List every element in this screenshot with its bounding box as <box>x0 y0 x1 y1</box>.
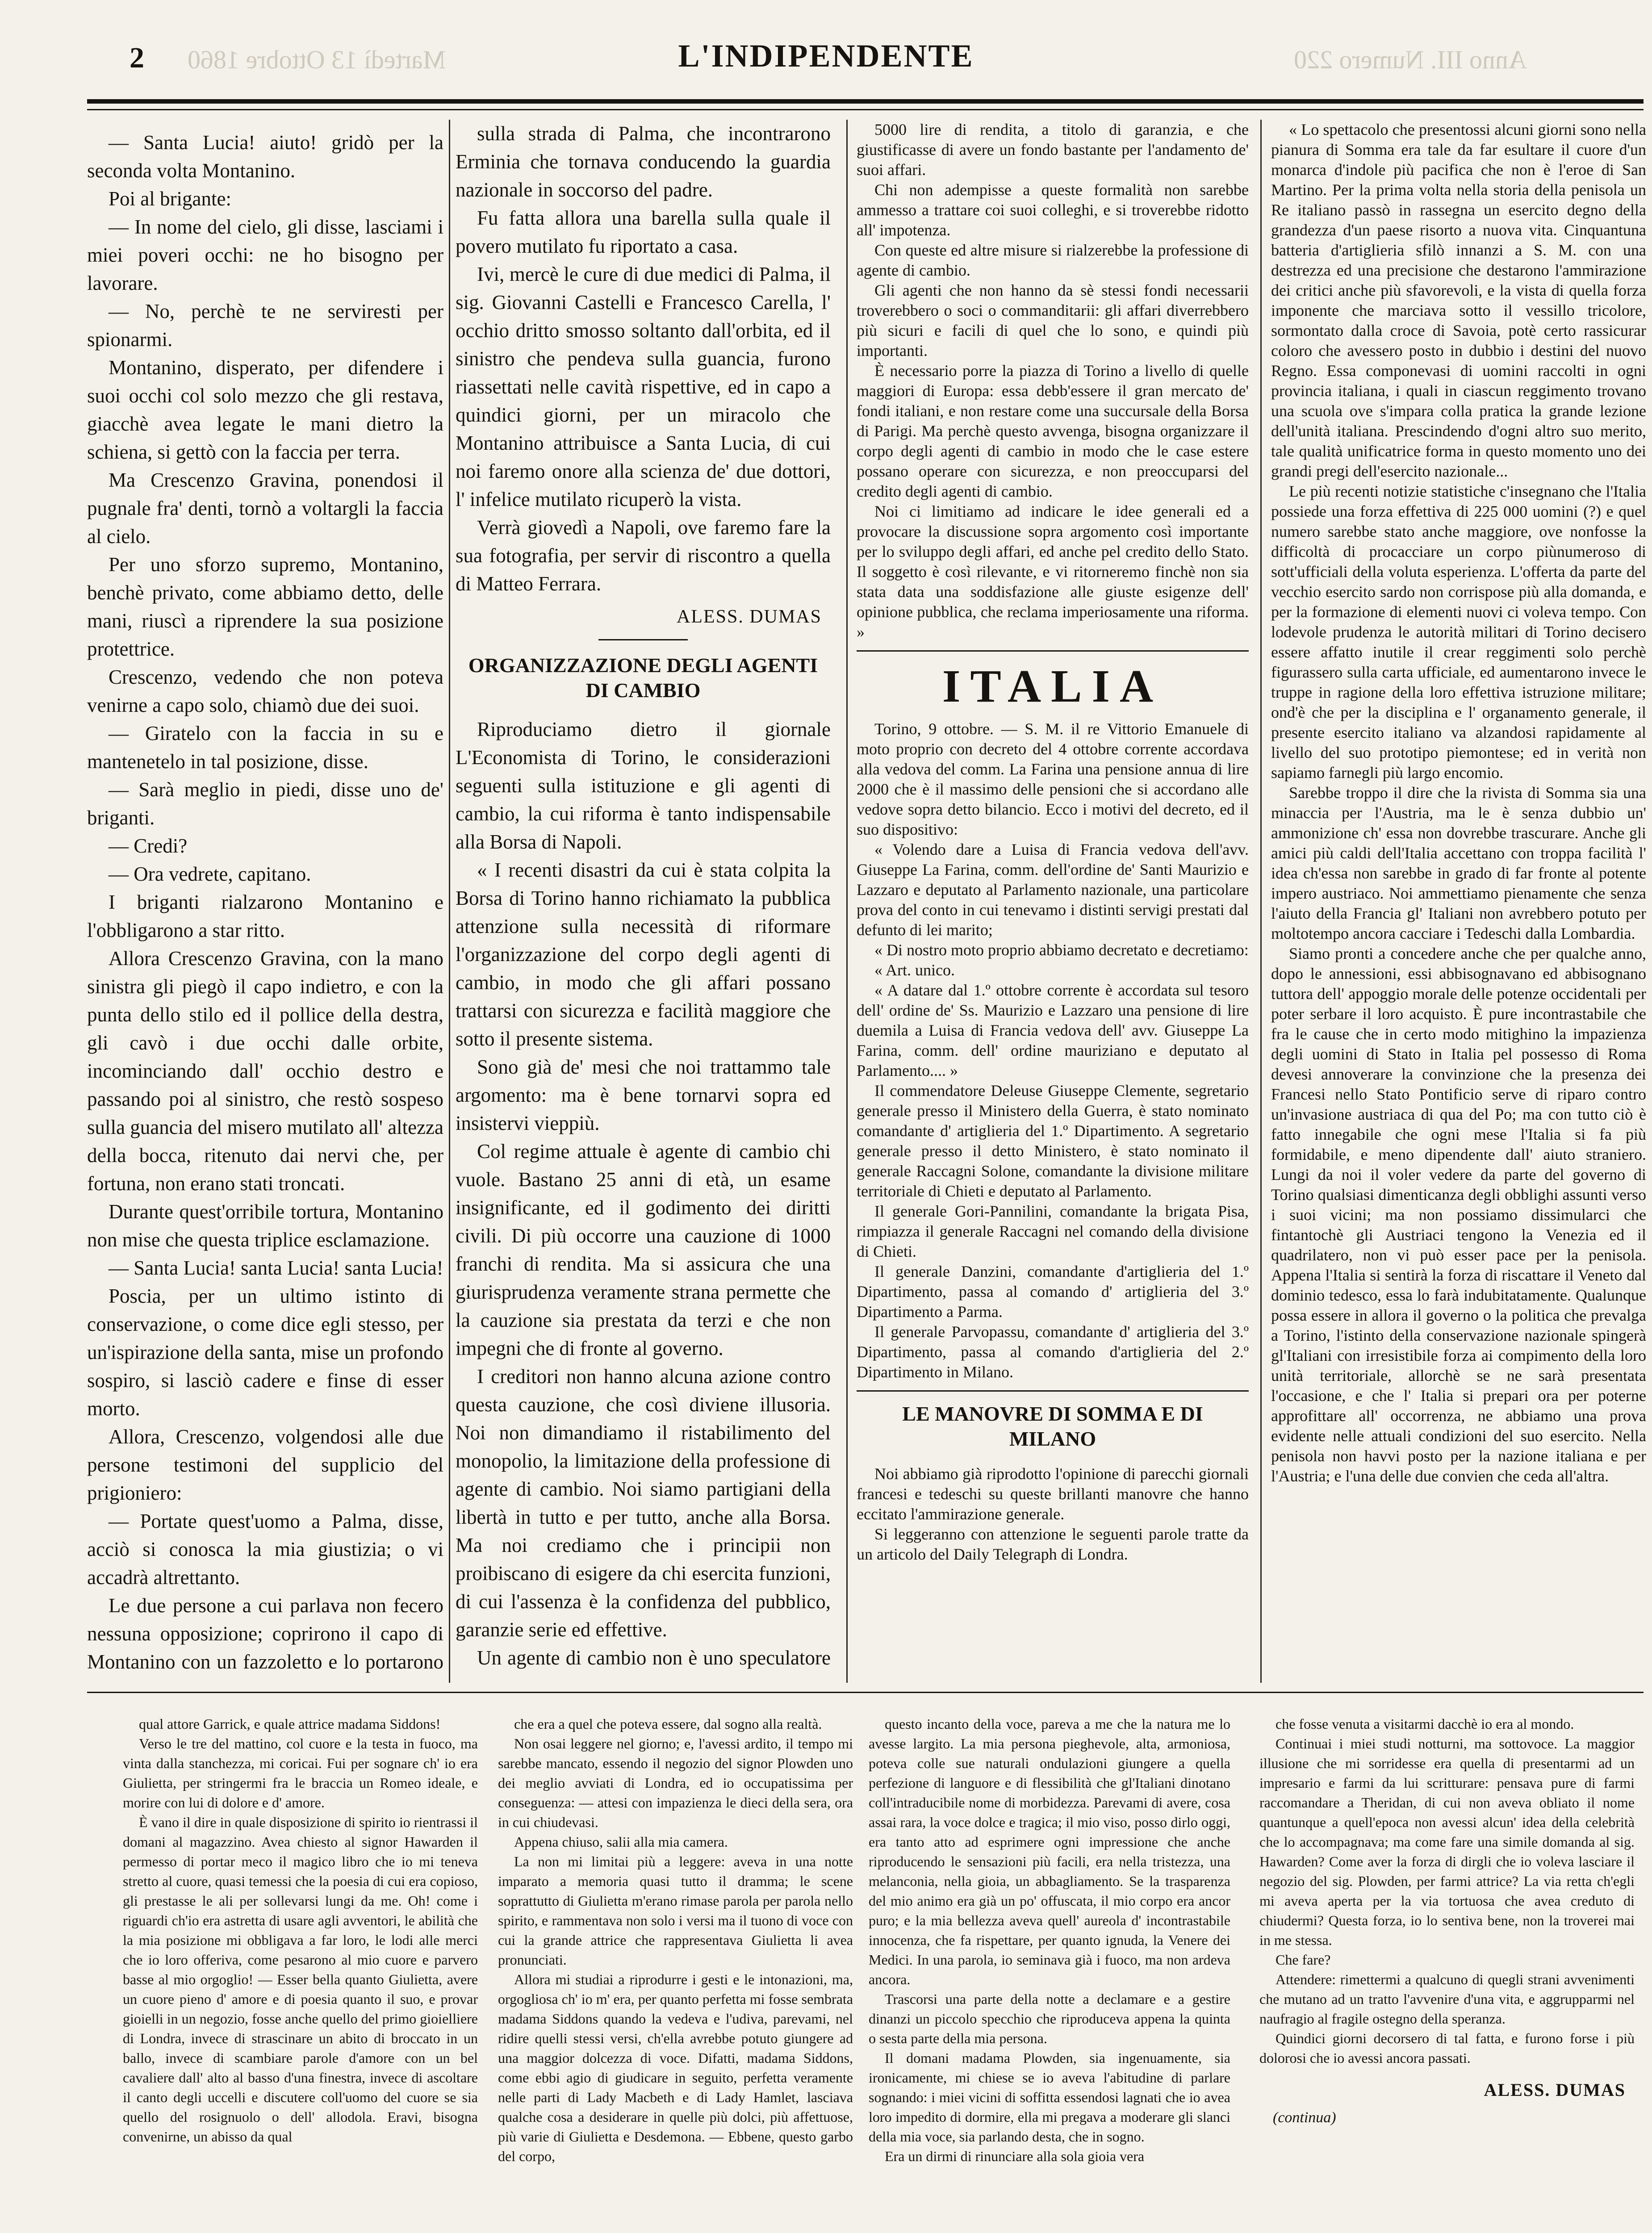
paragraph: Appena chiuso, salii alla mia camera. <box>514 1834 728 1850</box>
feuilleton-divider <box>87 1692 1644 1693</box>
paragraph: Attendere: rimettermi a qualcuno di quegli strani avvenimenti che mutano ad un tratto l'avvenire d'una vita, e aggrupparmi nel naufragio al fragile ostegno della speranza. <box>1259 1971 1635 2027</box>
bleed-through-date: Martedì 13 Ottobre 1860 <box>188 45 446 74</box>
paragraph: « Di nostro moto proprio abbiamo decretato e decretiamo: <box>874 941 1249 959</box>
paragraph: Quindici giorni decorsero di tal fatta, e furono forse i più dolorosi che io avessi ancora passati. <box>1259 2030 1635 2066</box>
paragraph: « Art. unico. <box>874 961 955 979</box>
paragraph: — Ora vedrete, capitano. <box>109 863 311 885</box>
paragraph: Le due persone a cui parlava non fecero nessuna opposizione; coprirono il capo di Montanino con un fazzoletto e lo portarono <box>87 1594 443 1673</box>
paragraph: Gli agenti che non hanno da sè stessi fondi necessarii troverebbero o soci o commanditarii: gli affari diverrebbero più sicuri e facili di quel che lo sono, e quindi più importanti. <box>857 281 1249 360</box>
section-rule <box>857 650 1249 652</box>
manovre-body <box>857 1464 1249 1564</box>
paragraph: I briganti rialzarono Montanino e l'obbligarono a star ritto. <box>87 891 443 941</box>
section-rule <box>857 1390 1249 1392</box>
paragraph: Ma Crescenzo Gravina, ponendosi il pugnale fra' denti, tornò a voltargli la faccia al cielo. <box>87 469 443 548</box>
paragraph: — In nome del cielo, gli disse, lasciami i miei poveri occhi: ne ho bisogno per lavorare. <box>87 216 443 294</box>
feuilleton-continua: (continua) <box>1273 2109 1336 2126</box>
article-heading-manovre: LE MANOVRE DI SOMMA E DI MILANO <box>902 1402 1203 1450</box>
paragraph: Fu fatta allora una barella sulla quale il povero mutilato fu riportato a casa. <box>456 207 831 257</box>
feuilleton-col1-text <box>123 1714 478 2146</box>
feuilleton-column-2 <box>498 1714 853 2233</box>
column-4 <box>1271 120 1646 1675</box>
paragraph: — No, perchè te ne serviresti per spionarmi. <box>87 300 443 351</box>
paragraph: Siamo pronti a concedere anche che per qualche anno, dopo le annessioni, essi abbisognavano ed abbisognano tuttora dell' appoggio morale delle potenze occidentali per poter serbare il loro acquisto. È pure incontrastabile che fra le cause che in certo modo mitighino la impazienza degli uomini di Stato in Italia pel possesso di Roma devesi annoverare la convinzione che la presenza dei Francesi nello Stato Pontificio serve di riparo contro un'invasione austriaca di qua del Po; ma con tutto ciò è fatto innegabile che ogni mese l'Italia si fa più formidabile, e meno dipendente dall' aiuto straniero. Lungi da noi il voler vedere da parte del governo di Torino qualsiasi dimenticanza degli obblighi assunti verso i suoi vicini; ma non possiamo dissimularci che fintantochè gli Austriaci tengono la Venezia ed il quadrilatero, non vi può esser pace per la penisola. Appena l'Italia si sentirà la forza di riscattare il Veneto dal dominio tedesco, essa lo farà indubitatamente. Qualunque possa essere in allora il governo o la politica che prevalga a Torino, l'istinto della conservazione nazionale spingerà gl'Italiani con irresistibile forza ai compimento della loro unità territoriale, allorchè se ne sarà presentata l'occasione, e che l' Italia si prepari ora per poterne approfittare all' occorrenza, ne abbiamo una prova evidente nelle attuali condizioni del suo esercito. Nella penisola non havvi posto per la nazione italiana e per l'Austria; e l'una delle due convien che ceda all'altra. <box>1271 945 1646 1485</box>
masthead-title: L'INDIPENDENTE <box>678 38 974 74</box>
page-number: 2 <box>130 42 144 74</box>
article-agenti-continued <box>857 120 1249 642</box>
paragraph: Allora, Crescenzo, volgendosi alle due persone testimoni del supplicio del prigioniero: <box>87 1426 443 1504</box>
paragraph: Il generale Gori-Pannilini, comandante la brigata Pisa, rimpiazza il generale Raccagni nel comando della divisione di Chieti. <box>857 1202 1249 1260</box>
paragraph: Verrà giovedì a Napoli, ove faremo fare la sua fotografia, per servir di riscontro a quella di Matteo Ferrara. <box>456 516 831 595</box>
paragraph: Era un dirmi di rinunciare alla sola gioia vera <box>885 2148 1145 2164</box>
paragraph: Riproduciamo dietro il giornale L'Economista di Torino, le considerazioni seguenti sulla istituzione e gli agenti di cambio, la cui riforma è tanto indispensabile alla Borsa di Napoli. <box>456 718 831 853</box>
article-heading-agenti: ORGANIZZAZIONE DEGLI AGENTI DI CAMBIO <box>468 654 818 702</box>
paragraph: 5000 lire di rendita, a titolo di garanzia, e che giustificasse di avere un fondo bastante per l'andamento de' suoi affari. <box>857 121 1249 179</box>
paragraph: Continuai i miei studi notturni, ma sottovoce. La maggior illusione che mi sorridesse era quella di presentarmi ad un impresario e farmi da lui scritturare: pensava pure di farmi raccomandare a Theridan, di cui non aveva obliato il nome quantunque a quell'epoca non avessi alcun' idea della celebrità che lo accompagnava; ma come fare una simile domanda al sig. Hawarden? Come aver la forza di dirgli che io voleva lasciare il negozio del sig. Plowden, per farmi attrice? La via retta ch'egli mi aveva aperta per la via tortuosa che avea creduto di chiudermi? Questa forza, io lo sentiva bene, non la troverei mai in me stessa. <box>1259 1735 1635 1948</box>
paragraph: Noi ci limitiamo ad indicare le idee generali ed a provocare la discussione sopra argomento così importante per lo sviluppo degli affari, ed anche pel credito dello Stato. Il soggetto è così rilevante, e vi ritorneremo finchè non sia stata data una soddisfazione alle giuste esigenze dell' opinione pubblica, che reclama imperiosamente una riforma. » <box>857 502 1249 641</box>
paragraph: che era a quel che poteva essere, dal sogno alla realtà. <box>514 1716 822 1732</box>
paragraph: Noi abbiamo già riprodotto l'opinione di parecchi giornali francesi e tedeschi su queste brillanti manovre che hanno eccitato l'ammirazione generale. <box>857 1465 1249 1523</box>
paragraph: Montanino, disperato, per difendere i suoi occhi col solo mezzo che gli restava, giacchè avea legate le mani dietro la schiena, si gettò con la faccia per terra. <box>87 356 443 463</box>
bleed-through-issue: Anno III. Numero 220 <box>1294 45 1527 74</box>
paragraph: Allora Crescenzo Gravina, con la mano sinistra gli piegò il capo indietro, e con la punta dello stilo ed il pollice della destra, gli cavò i due occhi dalle orbite, incominciando dall' occhio destro e passando poi al sinistro, che restò sospeso sulla guancia del misero mutilato all' altezza della bocca, ritenuto dai nervi che, per fortuna, non erano stati troncati. <box>87 947 443 1195</box>
column-1-story <box>87 129 443 1675</box>
paragraph: Il generale Parvopassu, comandante d' artiglieria del 3.º Dipartimento, passa al comando d'artiglieria del 2.º Dipartimento in Milano. <box>857 1323 1249 1381</box>
feuilleton-column-3 <box>869 1714 1230 2233</box>
paragraph: che fosse venuta a visitarmi dacchè io era al mondo. <box>1276 1716 1574 1732</box>
col1-paragraphs <box>87 129 443 1675</box>
feuilleton-col4-text <box>1259 1714 1635 2068</box>
paragraph: Verso le tre del mattino, col cuore e la testa in fuoco, ma vinta dalla stanchezza, mi coricai. Fui per sognare ch' io era Giulietta, per stringermi fra le braccia un Romeo ideale, e morire con lui di dolore e d' amore. <box>123 1735 478 1811</box>
masthead-rule-thin <box>87 109 1644 110</box>
paragraph: — Sarà meglio in piedi, disse uno de' briganti. <box>87 778 443 829</box>
paragraph: Sono già de' mesi che noi trattammo tale argomento: ma è bene tornarvi sopra ed insistervi vieppiù. <box>456 1056 831 1134</box>
section-heading-italia: ITALIA <box>942 661 1163 712</box>
col2-story-end <box>456 120 831 598</box>
column-3 <box>857 120 1249 1675</box>
column-divider <box>846 120 848 1683</box>
paragraph: Il generale Danzini, comandante d'artiglieria del 1.º Dipartimento, passa al comando d' artiglieria del 3.º Dipartimento a Parma. <box>857 1263 1249 1321</box>
column-divider <box>449 120 450 1683</box>
paragraph: — Portate quest'uomo a Palma, disse, acciò si conosca la mia giustizia; o vi accadrà altrettanto. <box>87 1510 443 1589</box>
paragraph: « Lo spettacolo che presentossi alcuni giorni sono nella pianura di Somma era tale da far esultare il cuore d'un monarca d'indole più pacifica che non è l'eroe di San Martino. Per la prima volta nella storia della penisola un Re italiano passò in rassegna un esercito degno della grandezza d'un paese risorto a nuova vita. Cinquantuna batteria d'artiglieria sfilò innanzi a S. M. con una destrezza ed una precisione che destarono l'ammirazione dei critici anche più sfavorevoli, e la vista di quella forza imponente che marciava sotto il vessillo tricolore, sormontato dalla croce di Savoia, potè certo rassicurar coloro che avessero posto in dubbio i destini del nuovo Regno. Essa componevasi di uomini raccolti in ogni provincia italiana, i quali in ciascun reggimento trovano una scuola ove s'impara colla pratica la grande lezione dell'unità italiana. Prescindendo d'ogni altro suo merito, tale qualità unificatrice forma in questo momento uno dei grandi pregi dell'esercito nazionale... <box>1271 121 1646 480</box>
feuilleton-col3-text <box>869 1714 1230 2166</box>
feuilleton-column-4 <box>1259 1714 1635 2233</box>
paragraph: — Santa Lucia! aiuto! gridò per la seconda volta Montanino. <box>87 131 443 182</box>
feuilleton-col2-text <box>498 1714 853 2166</box>
paragraph: Un agente di cambio non è uno speculatore <box>477 1647 831 1669</box>
feuilleton-signature: ALESS. DUMAS <box>1484 2080 1626 2100</box>
feuilleton-column-1 <box>123 1714 478 2233</box>
paragraph: Poi al brigante: <box>109 188 231 210</box>
paragraph: — Giratelo con la faccia in su e mantenetelo in tal posizione, disse. <box>87 722 443 773</box>
paragraph: Allora mi studiai a riprodurre i gesti e le intonazioni, ma, orgogliosa ch' io m' era, per quanto perfetta mi fosse sembrata madama Siddons quando la vedeva e l'udiva, parevami, nel ridire quelli stessi versi, ch'ella avrebbe potuto giungere ad una maggior dolcezza di voce. Difatti, madama Siddons, come ebbi agio di giudicare in seguito, perfetta veramente nelle parti di Lady Macbeth e di Lady Hamlet, lasciava qualche cosa a desiderare in quelle più dolci, più affettuose, più varie di Giulietta e Desdemona. — Ebbene, questo garbo del corpo, <box>498 1971 853 2164</box>
paragraph: Che fare? <box>1276 1952 1331 1968</box>
paragraph: Poscia, per un ultimo istinto di conservazione, o come dice egli stesso, per un'ispirazione della santa, mise un profondo sospiro, si lasciò cadere e finse di esser morto. <box>87 1285 443 1420</box>
story-signature: ALESS. DUMAS <box>676 606 822 627</box>
paragraph: — Credi? <box>109 835 188 857</box>
paragraph: « Volendo dare a Luisa di Francia vedova dell'avv. Giuseppe La Farina, comm. dell'ordine de' Santi Maurizio e Lazzaro e deputato al Parlamento nazionale, una particolare prova del conto in cui tenevamo i distinti servigi prestati dal defunto di lei marito; <box>857 841 1249 939</box>
paragraph: È necessario porre la piazza di Torino a livello di quelle maggiori di Europa: essa debb'essere il gran mercato de' fondi italiani, e non restare come una succursale della Borsa di Parigi. Ma perchè questo avvenga, bisogna organizzare il corpo degli agenti di cambio in modo che le case estere possano operare con sicurezza, e non preoccuparsi del credito degli agenti di cambio. <box>857 362 1249 500</box>
paragraph: Il commendatore Deleuse Giuseppe Clemente, segretario generale presso il Ministero della Guerra, è stato nominato comandante d' artiglieria del 1.º Dipartimento. A segretario generale presso il detto Ministero, è stato nominato il generale Raccagni Solone, comandante la divisione militare territoriale di Chieti e deputato al Parlamento. <box>857 1082 1249 1200</box>
paragraph: sulla strada di Palma, che incontrarono Erminia che tornava conducendo la guardia nazionale in soccorso del padre. <box>456 122 831 201</box>
paragraph: Con queste ed altre misure si rialzerebbe la professione di agente di cambio. <box>857 241 1249 279</box>
article-agenti-body <box>456 715 831 1675</box>
paragraph: Crescenzo, vedendo che non poteva venirne a capo solo, chiamò due dei suoi. <box>87 666 443 716</box>
paragraph: Trascorsi una parte della notte a declamare e a gestire dinanzi un piccolo specchio che riproduceva appena la quinta o sesta parte della mia persona. <box>869 1991 1230 2046</box>
masthead-rule-thick <box>87 99 1644 104</box>
column-divider <box>1260 120 1262 1683</box>
paragraph: Torino, 9 ottobre. — S. M. il re Vittorio Emanuele di moto proprio con decreto del 4 ottobre corrente accordava alla vedova del comm. La Farina una pensione annua di lire 2000 che è il massimo delle pensioni che si accordano alle vedove sopra detto bilancio. Ecco i motivi del decreto, ed il suo dispositivo: <box>857 720 1249 838</box>
paragraph: — Santa Lucia! santa Lucia! santa Lucia! <box>109 1257 443 1279</box>
paragraph: Sarebbe troppo il dire che la rivista di Somma sia una minaccia per l'Austria, ma le è senza dubbio un' ammonizione ch' essa non dovrebbe trascurare. Anche gli amici più caldi dell'Italia accettano con troppa facilità l' idea ch'essa non sarebbe in grado di far fronte al potente impero austriaco. Noi ammettiamo pienamente che senza l'aiuto della Francia gl' Italiani non avrebbero potuto per moltotempo ancora cacciare i Tedeschi dalla Lombardia. <box>1271 784 1646 942</box>
column-2 <box>456 120 831 1675</box>
italia-news-body <box>857 719 1249 1382</box>
paragraph: « A datare dal 1.º ottobre corrente è accordata sul tesoro dell' ordine de' Ss. Maurizio e Lazzaro una pensione di lire duemila a Luisa di Francia vedova dell' avv. Giuseppe La Farina, comm. dell' ordine mauriziano e deputato al Parlamento.... » <box>857 981 1249 1079</box>
paragraph: I creditori non hanno alcuna azione contro questa cauzione, che così diviene illusoria. Noi non dimandiamo il ristabilimento del monopolio, la limitazione della professione di agente di cambio. Noi siamo partigiani della libertà in tutto e per tutto, anche alla Borsa. Ma noi crediamo che i principii non proibiscano di esigere da chi esercita funzioni, di cui l'assenza è la confidenza del pubblico, garanzie serie ed effettive. <box>456 1365 831 1641</box>
paragraph: Ivi, mercè le cure di due medici di Palma, il sig. Giovanni Castelli e Francesco Carella, l' occhio dritto smosso soltanto dall'orbita, ed il sinistro che pendeva sulla guancia, furono riassettati nelle cavità rispettive, ed in capo a quindici giorni, per un miracolo che Montanino attribuisce a Santa Lucia, di cui noi faremo onore alla scienza de' due dottori, l' infelice mutilato ricuperò la vista. <box>456 263 831 510</box>
paragraph: Chi non adempisse a queste formalità non sarebbe ammesso a trattare coi suoi colleghi, e si troverebbe ridotto all' impotenza. <box>857 181 1249 239</box>
paragraph: Durante quest'orribile tortura, Montanino non mise che questa triplice esclamazione. <box>87 1200 443 1251</box>
paragraph: Le più recenti notizie statistiche c'insegnano che l'Italia possiede una forza effettiva di 225 000 uomini (?) e quel numero sarebbe stato anche maggiore, ove nonfosse la difficoltà di procacciare un corpo piùnumeroso di sott'ufficiali della voluta esperienza. L'offerta da parte del vecchio esercito sardo non corrispose più alla domanda, e per la formazione di elementi nuovi ci voleva tempo. Con lodevole prudenza le autorità militari di Torino decisero essere affatto inutile il crear reggimenti solo perchè figurassero sulla carta ufficiale, ed aumentarono invece le truppe in ragione della loro effettiva istruzione militare; ond'è che per la disciplina e l' organamento generale, il presente esercito italiano va alzandosi rapidamente al livello del suo prototipo piemontese; ed in verità non sapiamo farnegli più largo encomio. <box>1271 482 1646 782</box>
paragraph: Per uno sforzo supremo, Montanino, benchè privato, come abbiamo detto, delle mani, riuscì a riprendere la sua posizione protettrice. <box>87 553 443 660</box>
paragraph: Il domani madama Plowden, sia ingenuamente, sia ironicamente, mi chiese se io aveva l'abitudine di parlare sognando: i miei vicini di soffitta essendosi lagnati che io avea loro impedito di dormire, ella mi pregava a moderare gli slanci della mia voce, sia parlando desta, che in sogno. <box>869 2050 1230 2145</box>
manovre-quote-body <box>1271 120 1646 1486</box>
paragraph: qual attore Garrick, e quale attrice madama Siddons! <box>139 1716 441 1732</box>
paragraph: questo incanto della voce, pareva a me che la natura me lo avesse largito. La mia persona pieghevole, alta, armoniosa, poteva colle sue naturali ondulazioni giungere a quella perfezione di languore e di flessibilità che gl'Italiani dinotano coll'intraducibile nome di morbidezza. Parevami di avere, cosa assai rara, la voce dolce e tragica; il mio viso, posso dirlo oggi, era tanto atto ad esprimere ogni impressione che anche riproducendo le sensazioni più facili, era nella tristezza, una melanconia, nella gioia, un abbagliamento. Se la trasparenza del mio animo era già un po' offuscata, il mio corpo era ancor puro; e la mia bellezza aveva quell' aureola d' incontrastabile innocenza, che fa rispettare, per quanto ignuda, la Venere dei Medici. In una parola, io seminava già i fuoco, ma non ardeva ancora. <box>869 1716 1230 1987</box>
paragraph: Col regime attuale è agente di cambio chi vuole. Bastano 25 anni di età, un esame insignificante, ed il godimento dei diritti civili. Di più occorre una cauzione di 1000 franchi di rendita. Ma si assicura che una giurisprudenza veramente strana permette che la cauzione sia prestata da terzi e che non impegni che di fronte al governo. <box>456 1140 831 1359</box>
paragraph: La non mi limitai più a leggere: aveva in una notte imparato a memoria quasi tutto il dramma; le scene soprattutto di Giulietta m'erano rimase parola per parola nello spirito, e rammentava non solo i versi ma il tuono di voce con cui la grande attrice che rappresentava Giulietta li avea pronunciati. <box>498 1853 853 1968</box>
paragraph: Non osai leggere nel giorno; e, l'avessi ardito, il tempo mi sarebbe mancato, essendo il negozio del signor Plowden uno dei meglio avviati di Londra, ed io occupatissima per conseguenza: — attesi con impazienza le dieci della sera, ora in cui chiudevasi. <box>498 1735 853 1830</box>
paragraph: « I recenti disastri da cui è stata colpita la Borsa di Torino hanno richiamato la pubblica attenzione sulla necessità di riformare l'organizzazione del corpo degli agenti di cambio, in modo che gli affari possano trattarsi con sicurezza e facilità maggiore che sotto il presente sistema. <box>456 859 831 1050</box>
section-rule <box>598 639 688 640</box>
paragraph: Si leggeranno con attenzione le seguenti parole tratte da un articolo del Daily Telegraph di Londra. <box>857 1525 1249 1563</box>
paragraph: È vano il dire in quale disposizione di spirito io rientrassi il domani al magazzino. Avea chiesto al signor Hawarden il permesso di portar meco il magico libro che io mi teneva stretto al cuore, quasi temessi che la poesia di cui era copioso, gli prestasse le ali per sollevarsi lungi da me. Oh! come i riguardi ch'io era astretta di usare agli avventori, le abilità che la mia posizione mi obbligava a far loro, le lodi alle merci che io loro offeriva, come pesarono al mio cuore e parvero basse al mio orgoglio! — Esser bella quanto Giulietta, avere un cuore pieno d' amore e di poesia quanto il suo, e provar gioielli in un negozio, fosse anche quello del primo gioielliere di Londra, invece di strascinare un abito di broccato in un ballo, invece di scambiare parole d'amore con un bel cavaliere dall' alto al basso d'una finestra, invece di ascoltare il canto degli uccelli e discutere coll'uomo del cuore se sia quello del rosignuolo o dell' allodola. Eravi, bisogna convenirne, un abisso da qual <box>123 1814 478 2145</box>
